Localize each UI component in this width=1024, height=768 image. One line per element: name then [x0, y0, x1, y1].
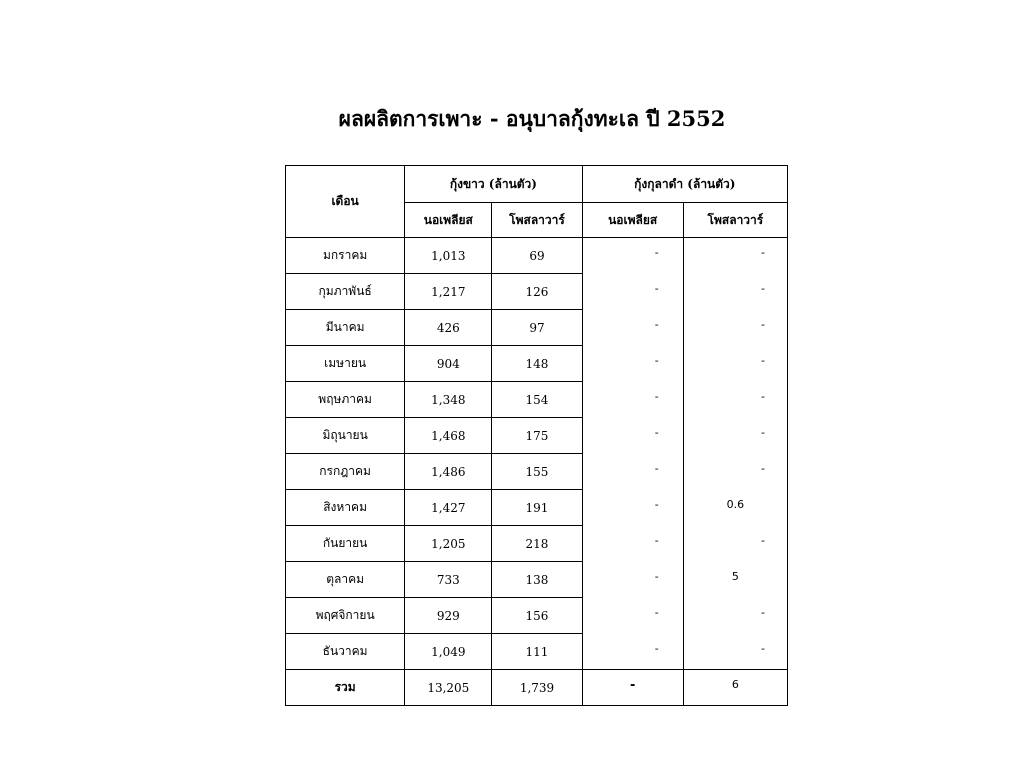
header-row-groups — [286, 166, 788, 203]
white-nauplius-cell: 1,205 — [405, 526, 492, 562]
black-nauplius-header: นอเพลียส — [582, 203, 683, 238]
white-nauplius-cell: 1,049 — [405, 634, 492, 670]
black-nauplius-cell: - — [582, 274, 683, 310]
white-postlarva-cell: 156 — [492, 598, 582, 634]
total-black-nauplius-cell: - — [582, 670, 683, 706]
white-nauplius-cell: 1,468 — [405, 418, 492, 454]
month-cell: มีนาคม — [286, 310, 405, 346]
black-postlarva-cell: - — [683, 454, 787, 490]
white-postlarva-cell: 97 — [492, 310, 582, 346]
table-row — [286, 634, 788, 670]
black-nauplius-cell: - — [582, 310, 683, 346]
table-row — [286, 526, 788, 562]
white-nauplius-cell: 1,427 — [405, 490, 492, 526]
white-postlarva-cell: 138 — [492, 562, 582, 598]
month-cell: พฤศจิกายน — [286, 598, 405, 634]
black-postlarva-cell: - — [683, 598, 787, 634]
total-label-cell: รวม — [286, 670, 405, 706]
black-postlarva-cell: - — [683, 310, 787, 346]
shrimp-production-table — [285, 165, 788, 706]
month-cell: ตุลาคม — [286, 562, 405, 598]
table-row — [286, 562, 788, 598]
white-nauplius-header: นอเพลียส — [405, 203, 492, 238]
black-nauplius-cell: - — [582, 598, 683, 634]
white-nauplius-cell: 904 — [405, 346, 492, 382]
table-row — [286, 274, 788, 310]
month-cell: มกราคม — [286, 238, 405, 274]
table-row — [286, 490, 788, 526]
month-cell: กันยายน — [286, 526, 405, 562]
month-cell: กุมภาพันธ์ — [286, 274, 405, 310]
total-white-nauplius-cell: 13,205 — [405, 670, 492, 706]
month-cell: เมษายน — [286, 346, 405, 382]
white-postlarva-cell: 126 — [492, 274, 582, 310]
black-tiger-shrimp-header: กุ้งกุลาดำ (ล้านตัว) — [582, 166, 787, 203]
white-postlarva-cell: 148 — [492, 346, 582, 382]
black-postlarva-cell: - — [683, 346, 787, 382]
white-postlarva-cell: 111 — [492, 634, 582, 670]
white-postlarva-cell: 154 — [492, 382, 582, 418]
black-nauplius-cell: - — [582, 238, 683, 274]
white-postlarva-cell: 218 — [492, 526, 582, 562]
month-cell: สิงหาคม — [286, 490, 405, 526]
black-postlarva-cell: - — [683, 274, 787, 310]
table-row — [286, 382, 788, 418]
white-postlarva-cell: 69 — [492, 238, 582, 274]
black-postlarva-cell: - — [683, 418, 787, 454]
black-nauplius-cell: - — [582, 454, 683, 490]
black-postlarva-header: โพสลาวาร์ — [683, 203, 787, 238]
table-row — [286, 454, 788, 490]
total-white-postlarva-cell: 1,739 — [492, 670, 582, 706]
total-black-postlarva-cell: 6 — [683, 670, 787, 706]
white-postlarva-cell: 155 — [492, 454, 582, 490]
black-postlarva-cell: 0.6 — [683, 490, 787, 526]
black-postlarva-cell: - — [683, 526, 787, 562]
white-nauplius-cell: 1,013 — [405, 238, 492, 274]
black-nauplius-cell: - — [582, 490, 683, 526]
white-nauplius-cell: 1,486 — [405, 454, 492, 490]
month-cell: ธันวาคม — [286, 634, 405, 670]
table-row — [286, 598, 788, 634]
black-nauplius-cell: - — [582, 382, 683, 418]
month-cell: มิถุนายน — [286, 418, 405, 454]
white-nauplius-cell: 1,348 — [405, 382, 492, 418]
month-column-header: เดือน — [286, 166, 405, 238]
white-nauplius-cell: 733 — [405, 562, 492, 598]
black-nauplius-cell: - — [582, 346, 683, 382]
month-cell: กรกฎาคม — [286, 454, 405, 490]
table-row — [286, 238, 788, 274]
month-cell: พฤษภาคม — [286, 382, 405, 418]
white-nauplius-cell: 426 — [405, 310, 492, 346]
white-postlarva-header: โพสลาวาร์ — [492, 203, 582, 238]
black-postlarva-cell: - — [683, 634, 787, 670]
black-nauplius-cell: - — [582, 562, 683, 598]
table-row — [286, 346, 788, 382]
white-shrimp-header: กุ้งขาว (ล้านตัว) — [405, 166, 582, 203]
white-postlarva-cell: 191 — [492, 490, 582, 526]
black-nauplius-cell: - — [582, 526, 683, 562]
black-nauplius-cell: - — [582, 418, 683, 454]
white-nauplius-cell: 929 — [405, 598, 492, 634]
black-postlarva-cell: - — [683, 382, 787, 418]
total-row — [286, 670, 788, 706]
black-postlarva-cell: 5 — [683, 562, 787, 598]
table-row — [286, 310, 788, 346]
white-nauplius-cell: 1,217 — [405, 274, 492, 310]
page-title: ผลผลิตการเพาะ - อนุบาลกุ้งทะเล ปี 2552 — [338, 106, 726, 131]
black-nauplius-cell: - — [582, 634, 683, 670]
white-postlarva-cell: 175 — [492, 418, 582, 454]
black-postlarva-cell: - — [683, 238, 787, 274]
table-row — [286, 418, 788, 454]
